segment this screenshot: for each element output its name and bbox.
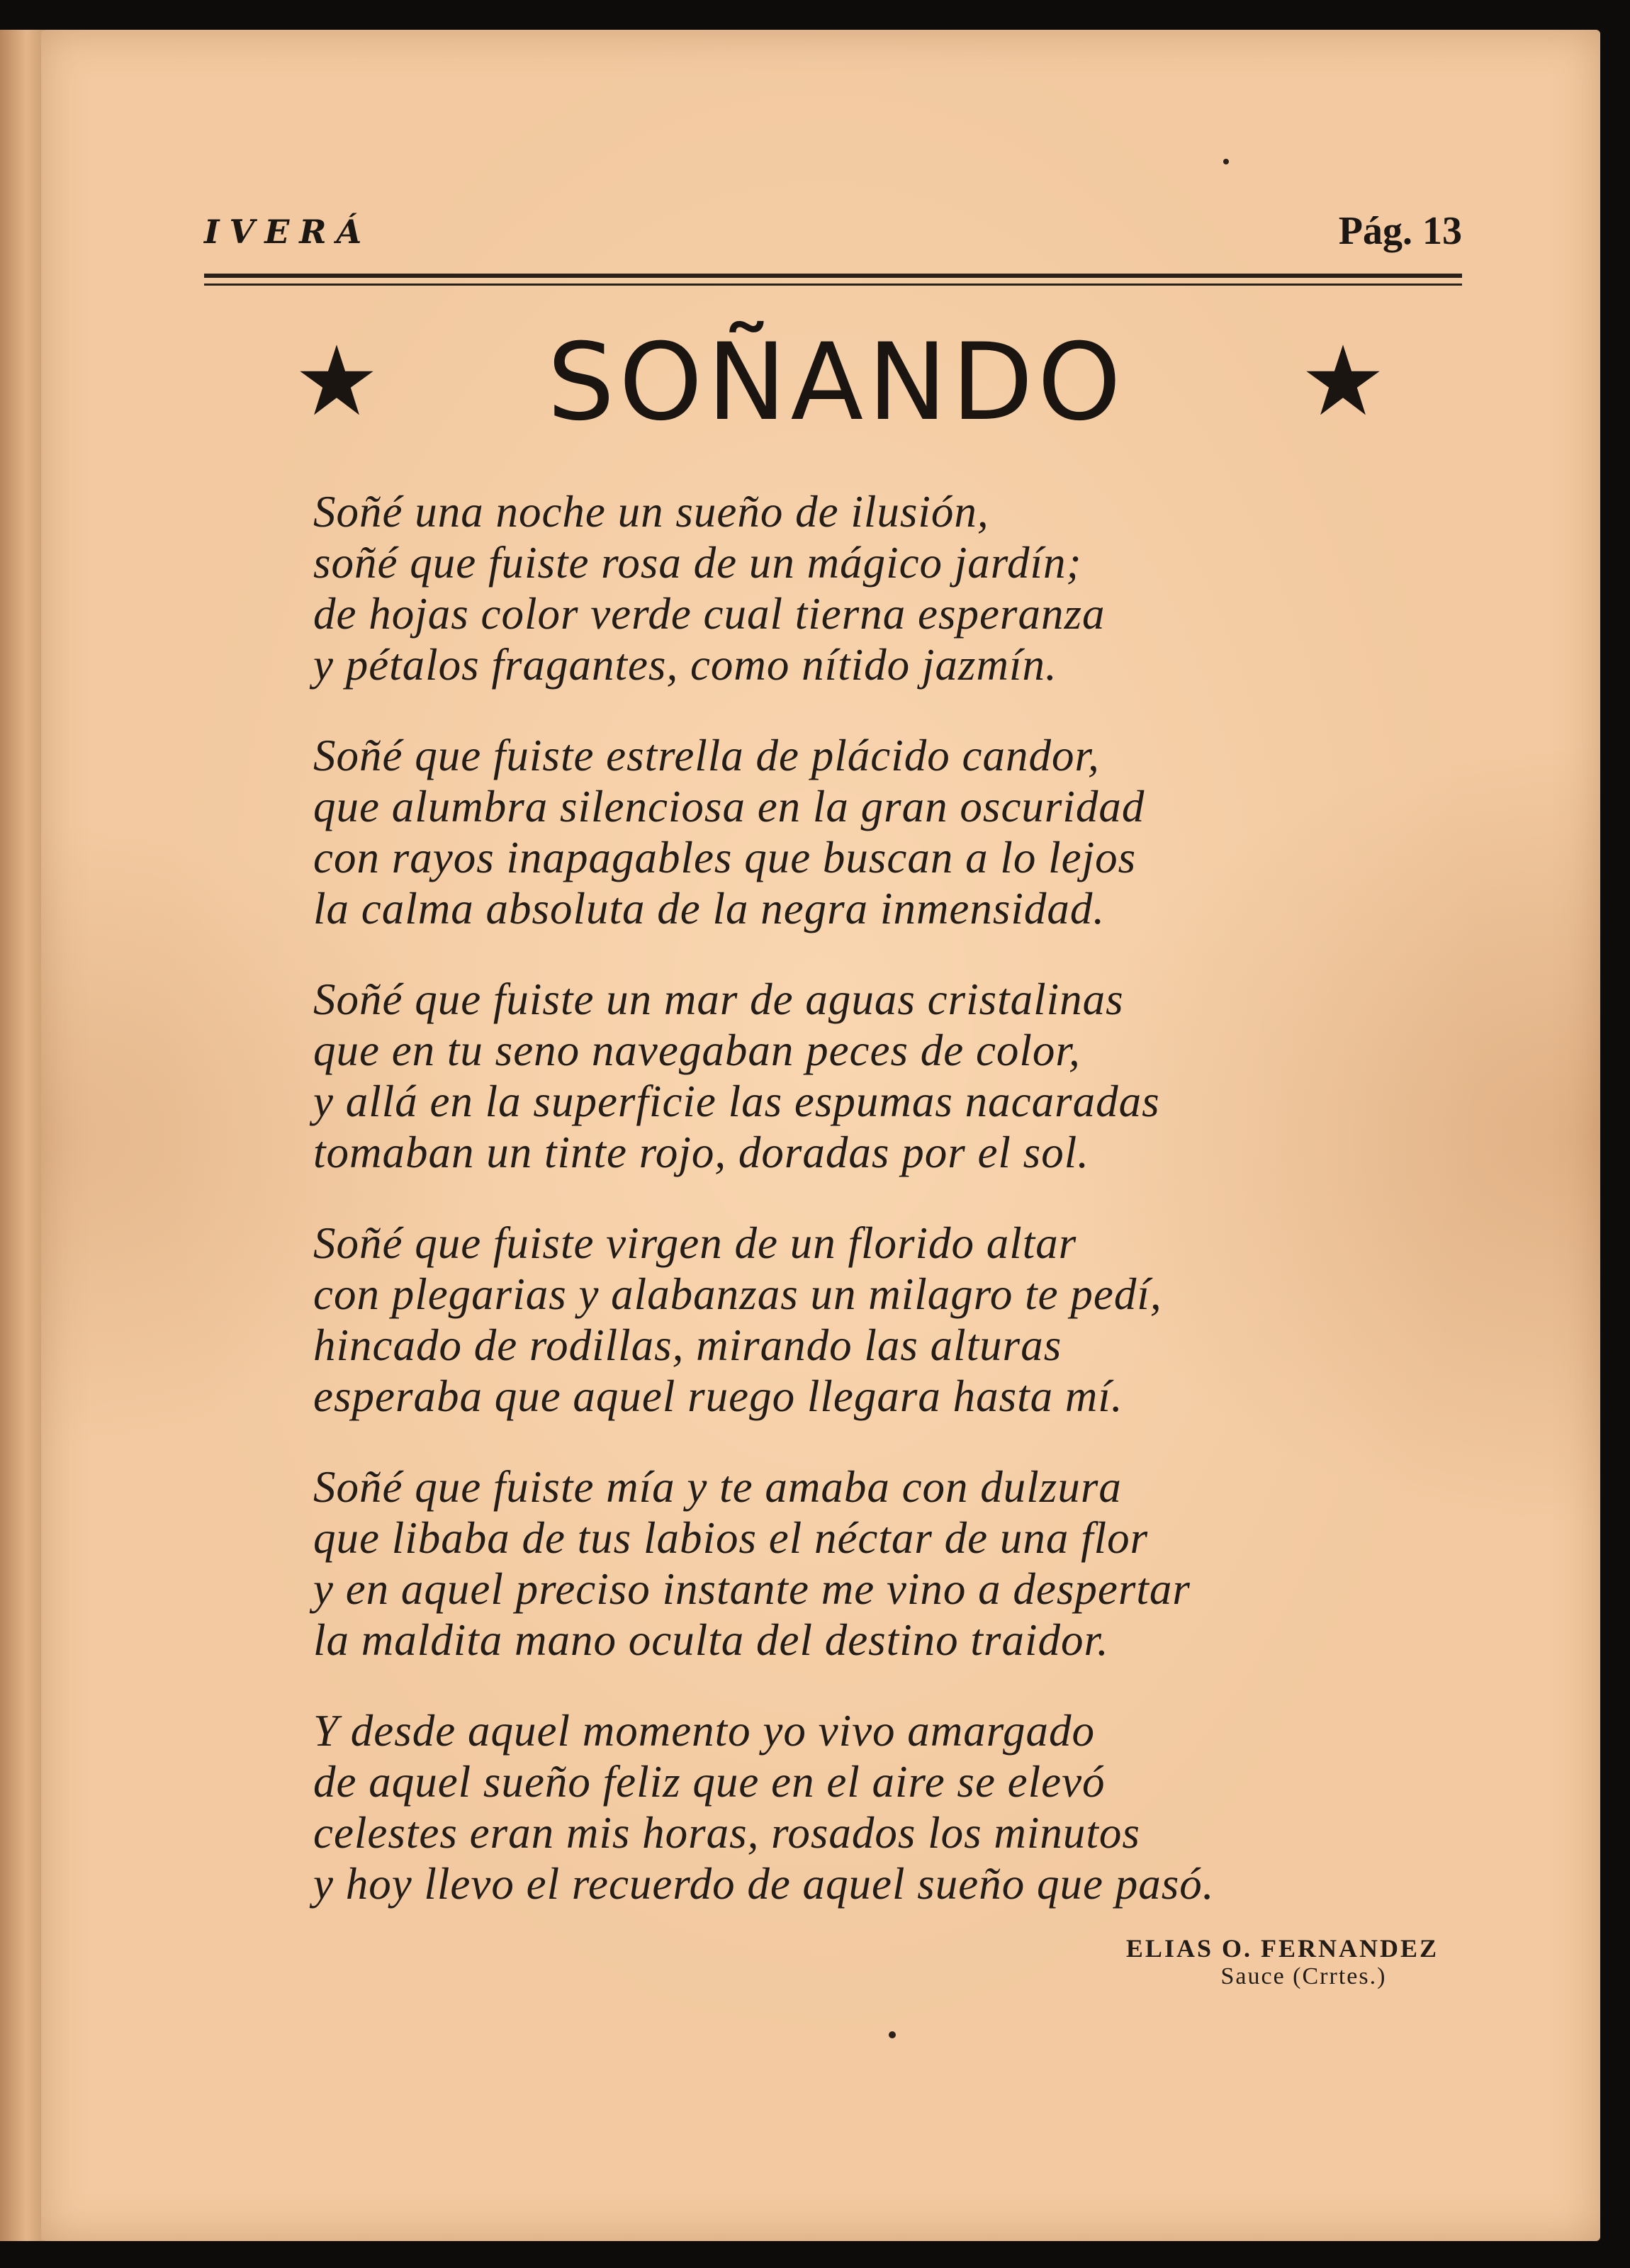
poem-line: Soñé que fuiste estrella de plácido candor, [313, 731, 1100, 780]
poem-line: y allá en la superficie las espumas nacaradas [313, 1077, 1160, 1126]
poem-line: Soñé que fuiste mía y te amaba con dulzura [313, 1462, 1122, 1512]
book-spine-edge [0, 30, 45, 2241]
poem-line: Y desde aquel momento yo vivo amargado [313, 1706, 1095, 1756]
stanza [313, 1461, 1447, 1666]
poem-line: la calma absoluta de la negra inmensidad. [313, 884, 1106, 933]
poem-line: de hojas color verde cual tierna esperanza [313, 589, 1106, 639]
stanza [313, 486, 1447, 690]
poem-line: esperaba que aquel ruego llegara hasta mí. [313, 1371, 1123, 1421]
poem-line: de aquel sueño feliz que en el aire se elevó [313, 1757, 1106, 1807]
page-header [204, 207, 1462, 257]
poem-body [313, 486, 1447, 1949]
poem-line: que en tu seno navegaban peces de color, [313, 1026, 1081, 1075]
stanza [313, 1218, 1447, 1422]
magazine-name: IVERÁ [204, 213, 372, 251]
stanza [313, 974, 1447, 1178]
ink-speck [889, 2031, 896, 2038]
poem-line: y hoy llevo el recuerdo de aquel sueño que pasó. [313, 1859, 1215, 1909]
author-name: ELIAS O. FERNANDEZ [1125, 1934, 1439, 1963]
poem-line: Soñé que fuiste virgen de un florido altar [313, 1218, 1077, 1268]
signature [1126, 1933, 1439, 1990]
poem-line: soñé que fuiste rosa de un mágico jardín; [313, 538, 1082, 588]
stanza [313, 730, 1447, 934]
poem-line: con rayos inapagables que buscan a lo lejos [313, 833, 1137, 882]
poem-line: Soñé una noche un sueño de ilusión, [313, 487, 989, 537]
poem-line: con plegarias y alabanzas un milagro te pedí, [313, 1269, 1162, 1319]
poem-line: tomaban un tinte rojo, doradas por el sol. [313, 1128, 1089, 1177]
star-icon [1304, 342, 1382, 420]
poem-line: que alumbra silenciosa en la gran oscuridad [313, 782, 1145, 831]
poem-line: celestes eran mis horas, rosados los minutos [313, 1808, 1140, 1858]
stanza [313, 1705, 1447, 1909]
title-row [283, 321, 1389, 444]
poem-line: la maldita mano oculta del destino traidor. [313, 1615, 1109, 1665]
poem-line: hincado de rodillas, mirando las alturas [313, 1320, 1062, 1370]
header-rule-thin [204, 284, 1462, 286]
poem-title: SOÑANDO [547, 321, 1125, 444]
poem-line: y pétalos fragantes, como nítido jazmín. [313, 640, 1057, 690]
page-number: Pág. 13 [1338, 209, 1462, 253]
poem-line: Soñé que fuiste un mar de aguas cristalinas [313, 975, 1124, 1024]
header-rule-thick [204, 274, 1462, 278]
poem-line: que libaba de tus labios el néctar de una flor [313, 1513, 1149, 1563]
poem-line: y en aquel preciso instante me vino a despertar [313, 1564, 1191, 1614]
author-place: Sauce (Crrtes.) [1220, 1963, 1387, 1989]
ink-speck [1223, 159, 1229, 164]
